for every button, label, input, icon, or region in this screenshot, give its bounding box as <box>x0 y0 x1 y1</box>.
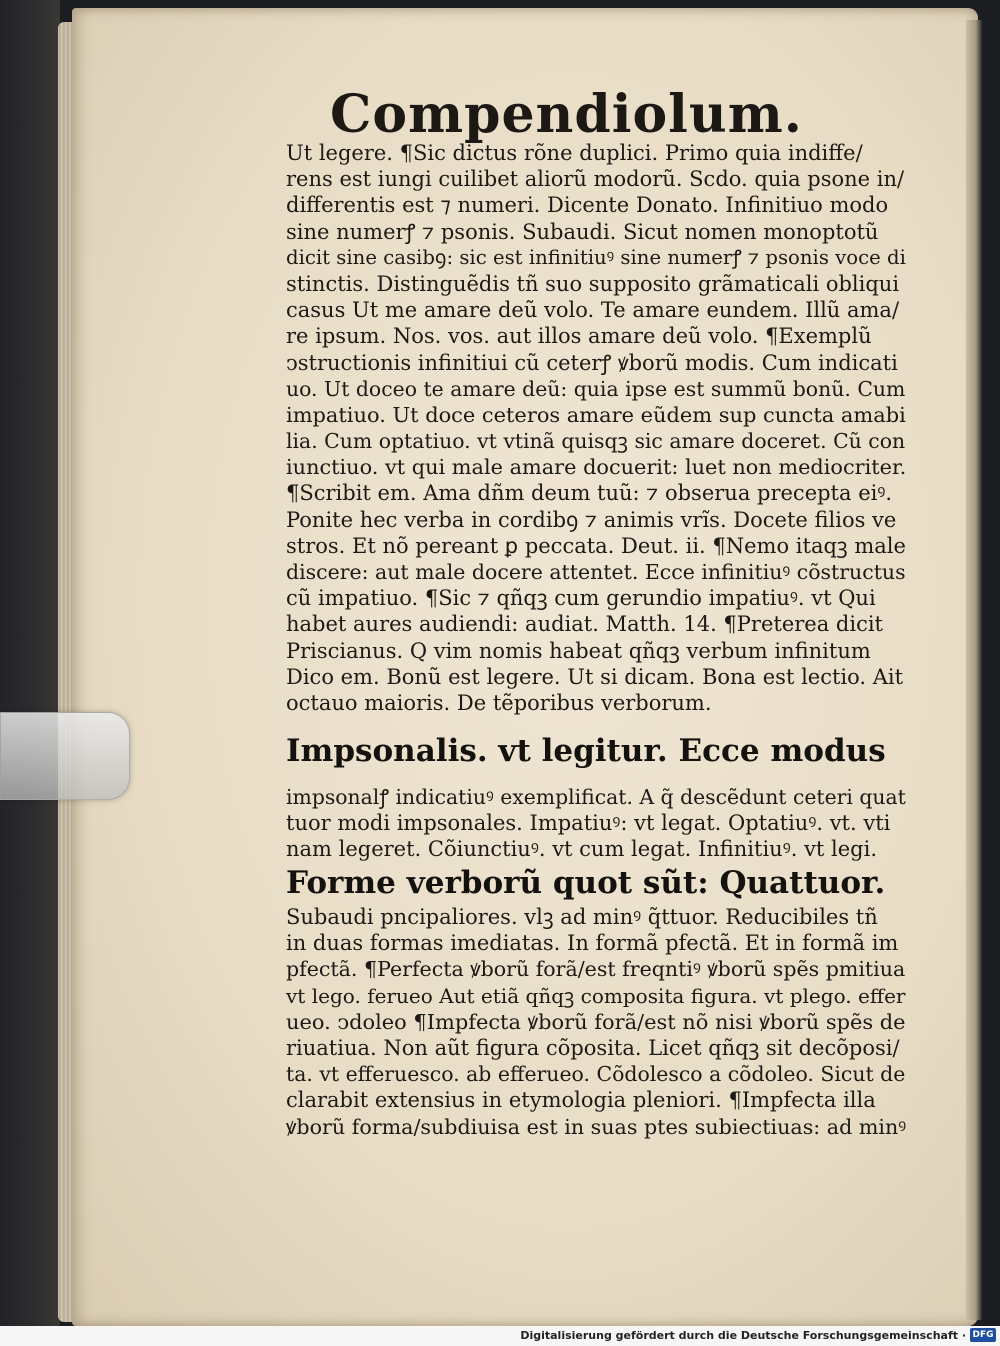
text-line: tuor modi impsonales. Impatiuꝰ: vt legat. Optatiuꝰ. vt. vti <box>286 811 891 836</box>
text-line: discere: aut male docere attentet. Ecce infinitiuꝰ cõstructus <box>286 560 906 584</box>
text-line: stinctis. Distinguẽdis tñ suo supposito grãmaticali obliqui <box>286 271 900 296</box>
book-spine <box>0 0 60 1346</box>
text-line: octauo maioris. De tẽporibus verborum. <box>286 690 712 715</box>
text-line: ta. vt efferuesco. ab efferueo. Cõdolesco a cõdoleo. Sicut de <box>286 1062 906 1087</box>
plastic-clip <box>0 712 130 800</box>
text-line: impsonalꝭ indicatiuꝰ exemplificat. A q̃ descẽdunt ceteri quat <box>286 785 906 809</box>
footer-credit: Digitalisierung gefördert durch die Deutsche Forschungsgemeinschaft · <box>520 1329 966 1342</box>
text-line: dicit sine casibꝯ: sic est infinitiuꝰ sine numerꝭ ⁊ psonis voce di <box>286 245 906 269</box>
text-line: clarabit extensius in etymologia pleniori. ¶Impfecta illa <box>286 1088 876 1113</box>
text-line: pfectã. ¶Perfecta ꝟborũ forã/est freqntiꝰ ꝟborũ spẽs pmitiua <box>286 957 906 982</box>
text-block-1 <box>286 140 906 716</box>
text-line: impatiuo. Ut doce ceteros amare eũdem sup cuncta amabi <box>286 402 906 427</box>
text-line: lia. Cum optatiuo. vt vtinã quisqꝫ sic amare doceret. Cũ con <box>286 429 906 454</box>
text-line: casus Ut me amare deũ volo. Te amare eundem. Illũ ama/ <box>286 298 900 323</box>
text-line: riuatiua. Non aũt figura cõposita. Licet qñqꝫ sit decõposi/ <box>286 1035 900 1060</box>
page-right-edge <box>966 20 982 1320</box>
text-line: sine numerꝭ ⁊ psonis. Subaudi. Sicut nomen monoptotũ <box>286 219 879 244</box>
text-line: Subaudi pncipaliores. vlꝫ ad minꝰ q̃ttuor. Reducibiles tñ <box>286 905 878 929</box>
section-heading-2: Forme verborũ quot sũt: Quattuor. <box>286 865 886 901</box>
text-block-2 <box>286 784 906 863</box>
text-line: Dico em. Bonũ est legere. Ut si dicam. Bona est lectio. Ait <box>286 664 904 689</box>
text-line: ↄstructionis infinitiui cũ ceterꝭ ꝟborũ modis. Cum indicati <box>286 350 898 375</box>
text-line: vt lego. ferueo Aut etiã qñqꝫ composita figura. vt plego. effer <box>286 983 906 1008</box>
text-line: nam legeret. Cõiunctiuꝰ. vt cum legat. Infinitiuꝰ. vt legi. <box>286 837 878 862</box>
text-line: ueo. ↄdoleo ¶Impfecta ꝟborũ forã/est nõ nisi ꝟborũ spẽs de <box>286 1009 906 1034</box>
text-line: cũ impatiuo. ¶Sic ⁊ qñqꝫ cum gerundio impatiuꝰ. vt Qui <box>286 586 876 611</box>
text-line: rens est iungi cuilibet aliorũ modorũ. Scdo. quia psone in/ <box>286 167 905 192</box>
page-title: Compendiolum. <box>330 84 803 145</box>
text-line: Ponite hec verba in cordibꝯ ⁊ animis vrĩs. Docete filios ve <box>286 507 897 532</box>
text-line: habet aures audiendi: audiat. Matth. 14. ¶Preterea dicit <box>286 612 883 637</box>
text-line: iunctiuo. vt qui male amare docuerit: luet non mediocriter. <box>286 455 907 480</box>
section-heading-1: Impsonalis. vt legitur. Ecce modus <box>286 733 886 769</box>
digitization-footer <box>0 1326 1000 1346</box>
text-line: uo. Ut doceo te amare deũ: quia ipse est summũ bonũ. Cum <box>286 376 906 401</box>
text-line: Ut legere. ¶Sic dictus rõne duplici. Primo quia indiffe/ <box>286 141 863 165</box>
text-line: in duas formas imediatas. In formã pfectã. Et in formã im <box>286 931 899 956</box>
text-line: Priscianus. Q vim nomis habeat qñqꝫ verbum infinitum <box>286 638 871 663</box>
text-line: re ipsum. Nos. vos. aut illos amare deũ volo. ¶Exemplũ <box>286 324 872 349</box>
text-line: differentis est ⁊ numeri. Dicente Donato. Infinitiuo modo <box>286 193 889 218</box>
text-line: ꝟborũ forma/subdiuisa est in suas ptes subiectiuas: ad minꝰ <box>286 1114 907 1139</box>
dfg-logo: DFG <box>970 1328 996 1342</box>
text-line: stros. Et nõ pereant ꝑ peccata. Deut. ii. ¶Nemo itaqꝫ male <box>286 533 906 558</box>
text-block-3 <box>286 904 906 1140</box>
text-line: ¶Scribit em. Ama dñm deum tuũ: ⁊ obserua precepta eiꝰ. <box>286 481 893 506</box>
